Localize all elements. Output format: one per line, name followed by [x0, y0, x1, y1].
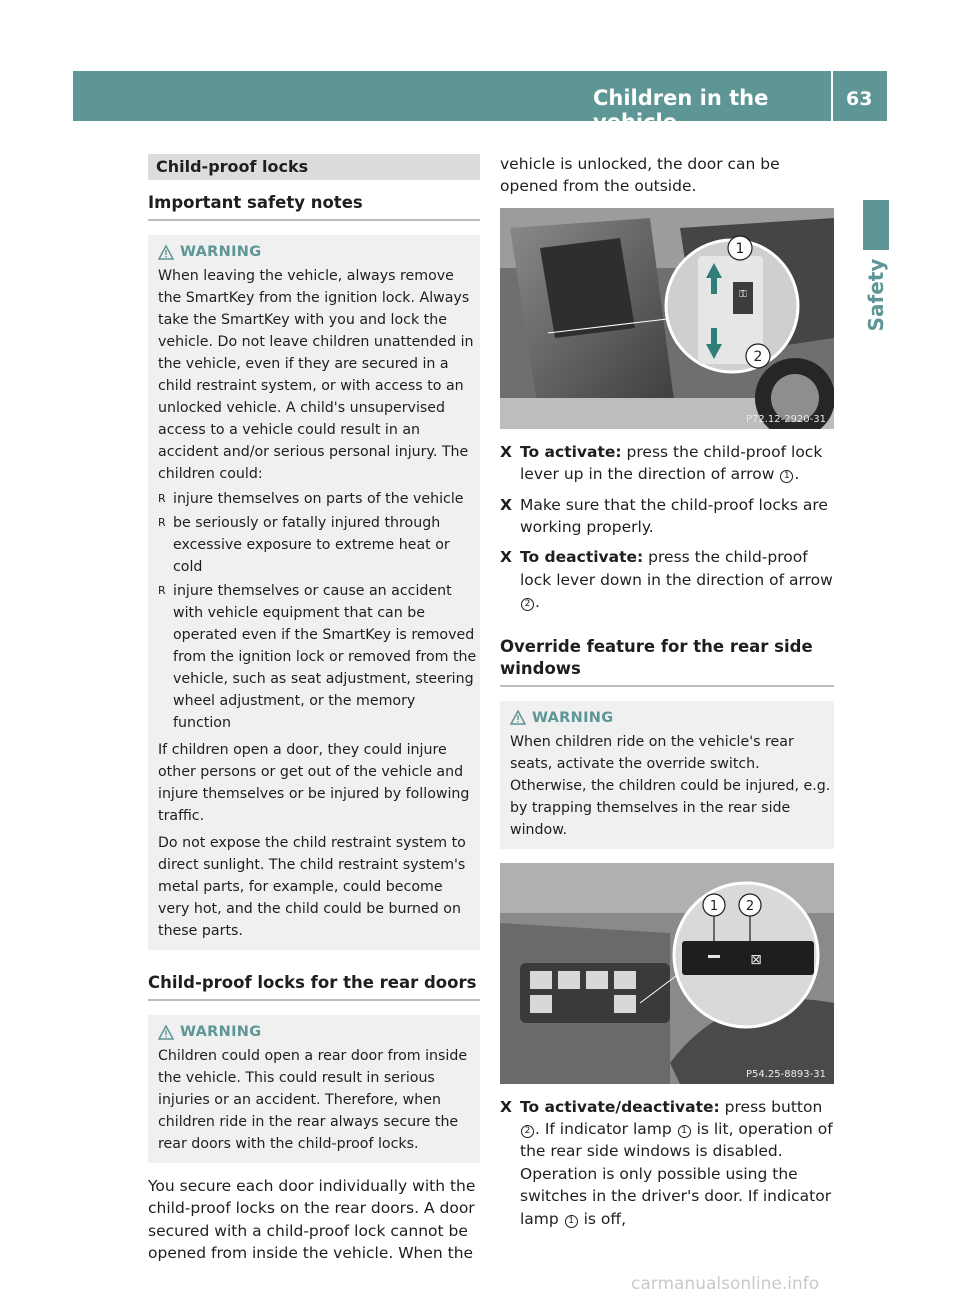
warning-triangle-icon [158, 1025, 174, 1040]
step-marker: X [500, 442, 512, 461]
instruction-step: X To activate/deactivate: press button 2 . If indicator lamp 1 is lit, operation of the rear side windows is disabled. Operation is only possible using the switches in the driver's door. If indicator lamp 1 is off, [500, 1097, 833, 1228]
warning-text: Children could open a rear door from inside the vehicle. This could result in serious injuries or an accident. Therefore, when children ride in the rear always secure the rear doors with the child-proof locks. [158, 1048, 468, 1152]
bullet-item: R injure themselves on parts of the vehicle [158, 488, 477, 510]
instruction-step: X To activate: press the child-proof lock lever up in the direction of arrow 1 . [500, 442, 823, 484]
subsection-title: Child-proof locks for the rear doors [148, 972, 480, 1001]
warning-box [148, 1015, 480, 1163]
svg-text:⚿: ⚿ [739, 288, 747, 300]
warning-header [510, 707, 831, 729]
right-column [500, 153, 834, 1230]
side-tab-label: Safety [864, 258, 888, 332]
chapter-title: Children in the vehicle [593, 86, 769, 134]
body-paragraph: vehicle is unlocked, the door can be opened from the outside. [500, 155, 780, 196]
callout-number: 1 [565, 1215, 578, 1228]
watermark: carmanualsonline.info [631, 1274, 820, 1294]
warning-label: WARNING [180, 244, 262, 260]
callout-2: 2 [745, 898, 755, 914]
subsection-title: Important safety notes [148, 192, 480, 221]
warning-paragraph: If children open a door, they could injure other persons or get out of the vehicle and injure themselves or be injured by following traffic. [158, 742, 470, 824]
warning-bullet-list [158, 488, 477, 734]
side-tab-marker [863, 200, 889, 250]
callout-1: 1 [735, 240, 745, 257]
left-column [148, 154, 480, 1265]
image-code: P72.12-2920-31 [745, 413, 826, 425]
warning-paragraph: Do not expose the child restraint system to direct sunlight. The child restraint system's metal parts, for example, could become very hot, and the child could be burned on these parts. [158, 835, 466, 939]
child-lock-illustration [500, 208, 834, 429]
callout-1: 1 [709, 898, 719, 914]
svg-text:⊠: ⊠ [750, 951, 762, 968]
warning-label: WARNING [532, 709, 614, 726]
instruction-step: X To deactivate: press the child-proof lock lever down in the direction of arrow 2 . [500, 548, 833, 612]
warning-header [158, 241, 477, 263]
warning-box [500, 701, 834, 849]
warning-triangle-icon [158, 245, 174, 260]
warning-label: WARNING [180, 1024, 262, 1040]
callout-number: 1 [780, 470, 793, 483]
warning-triangle-icon [510, 710, 526, 725]
warning-text: When children ride on the vehicle's rear seats, activate the override switch. Otherwise, the children could be injured, e.g. by trapping themselves in the rear side window. [510, 733, 831, 838]
page-number: 63 [846, 88, 873, 110]
callout-number: 2 [521, 598, 534, 611]
body-paragraph: You secure each door individually with the child-proof locks on the rear doors. A door secured with a child-proof lock cannot be opened from inside the vehicle. When the [148, 1177, 476, 1263]
image-code: P54.25-8893-31 [745, 1068, 826, 1080]
callout-2: 2 [753, 348, 763, 365]
warning-header [158, 1021, 477, 1043]
child-lock-photo [500, 208, 834, 429]
bullet-item: R be seriously or fatally injured through excessive exposure to extreme heat or cold [158, 512, 477, 578]
warning-box [148, 235, 480, 950]
step-marker: X [500, 548, 512, 567]
section-title: Child-proof locks [148, 154, 480, 180]
bullet-item: R injure themselves or cause an accident with vehicle equipment that can be operated even if the SmartKey is removed from the ignition lock or removed from the vehicle, such as seat adjustment, steering wheel adjustment, or the memory function [158, 580, 477, 734]
step-marker: X [500, 1097, 512, 1116]
instruction-step: X Make sure that the child-proof locks are working properly. [500, 495, 828, 537]
step-marker: X [500, 495, 512, 514]
callout-number: 1 [678, 1125, 691, 1138]
override-switch-photo [500, 863, 834, 1084]
subsection-title: Override feature for the rear side windows [500, 636, 834, 687]
header-divider [831, 71, 833, 121]
warning-text: When leaving the vehicle, always remove the SmartKey from the ignition lock. Always take the SmartKey with you and lock the vehicle. Do not leave children unattended in the vehicle, even if they are secured in a child restraint system, or with access to an unlocked vehicle. A child's unsupervised access to a vehicle could result in an accident and/or serious personal injury. The children could: [158, 268, 474, 482]
callout-number: 2 [521, 1125, 534, 1138]
override-switch-illustration [500, 863, 834, 1084]
